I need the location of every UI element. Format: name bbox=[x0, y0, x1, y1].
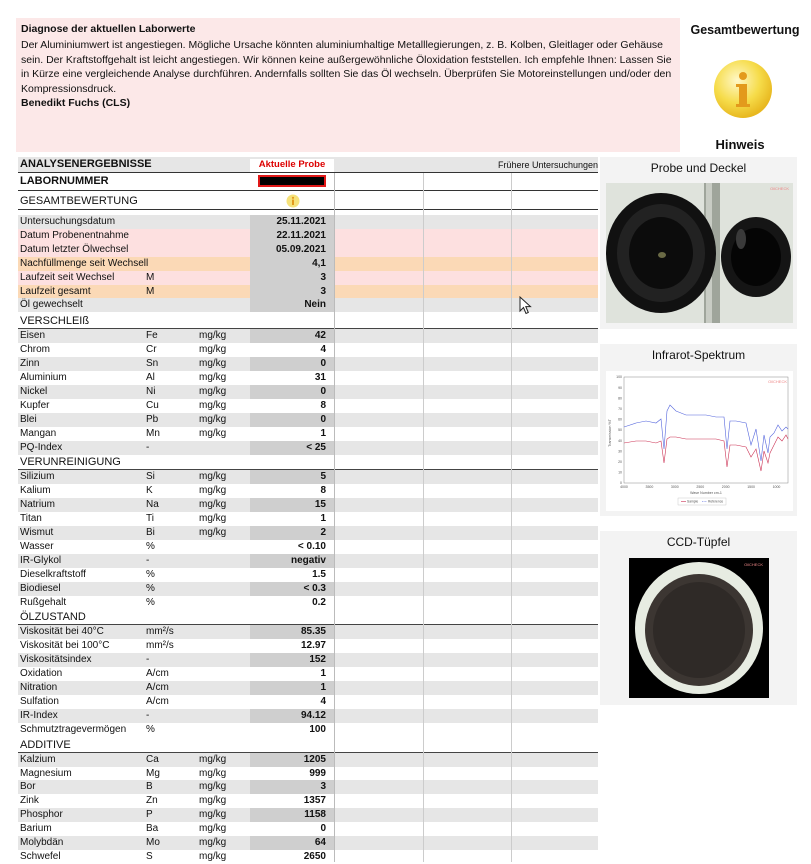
param-name: Zink bbox=[20, 795, 39, 807]
param-value: 8 bbox=[320, 399, 326, 411]
param-name: Nitration bbox=[20, 682, 58, 693]
param-symbol: - bbox=[146, 554, 150, 566]
x-tick-label: 3500 bbox=[645, 485, 654, 489]
param-value: 100 bbox=[309, 723, 326, 735]
param-value: 0 bbox=[250, 385, 334, 399]
param-symbol: B bbox=[146, 781, 153, 793]
param-symbol: Ca bbox=[146, 753, 159, 765]
param-value: 2650 bbox=[303, 850, 326, 862]
param-name: Viskosität bei 40°C bbox=[20, 626, 104, 638]
results-table bbox=[18, 157, 598, 862]
param-unit: mg/kg bbox=[199, 753, 227, 765]
param-symbol: l bbox=[146, 257, 149, 269]
param-name: IR-Glykol bbox=[20, 554, 62, 566]
param-symbol: % bbox=[146, 568, 155, 580]
param-value: 1 bbox=[320, 513, 326, 525]
mouse-cursor-icon bbox=[519, 296, 533, 316]
param-name: Zinn bbox=[20, 358, 40, 370]
param-name: Phosphor bbox=[20, 809, 63, 821]
param-value: negativ bbox=[250, 554, 334, 568]
param-value: 1205 bbox=[250, 753, 334, 767]
param-symbol: % bbox=[146, 596, 155, 608]
param-symbol: A/cm bbox=[146, 668, 169, 680]
param-unit: mg/kg bbox=[199, 385, 227, 397]
param-name: Viskosität bei 100°C bbox=[20, 640, 110, 652]
previous-tests-heading: Frühere Untersuchungen bbox=[336, 160, 598, 170]
param-name: Sulfation bbox=[20, 695, 59, 707]
legend-sample: Sample bbox=[687, 499, 699, 504]
param-name: Bor bbox=[20, 781, 36, 793]
param-value: 8 bbox=[320, 485, 326, 497]
param-name: Kalium bbox=[20, 485, 51, 497]
param-name: Silizium bbox=[20, 471, 55, 483]
param-symbol: Pb bbox=[146, 413, 159, 425]
x-tick-label: 3000 bbox=[670, 485, 679, 489]
param-name: Chrom bbox=[20, 344, 51, 356]
column-divider bbox=[334, 173, 335, 862]
param-value: < 0.10 bbox=[297, 540, 326, 552]
ccd-spot-image bbox=[629, 558, 769, 698]
param-name: Wasser bbox=[20, 540, 54, 552]
param-value: 4 bbox=[320, 344, 326, 356]
param-name: Oxidation bbox=[20, 668, 63, 680]
param-value: < 25 bbox=[250, 441, 334, 455]
param-name: Schmutztragevermögen bbox=[20, 723, 127, 735]
param-value: 42 bbox=[250, 329, 334, 343]
param-name: Datum Probenentnahme bbox=[20, 229, 129, 241]
param-name: Viskositätsindex bbox=[20, 654, 92, 666]
param-name: Titan bbox=[20, 513, 42, 525]
param-value: 2 bbox=[250, 526, 334, 540]
param-value: 1.5 bbox=[312, 568, 326, 580]
param-value: 999 bbox=[309, 767, 326, 779]
section-title: VERUNREINIGUNG bbox=[20, 456, 121, 469]
infrared-ylabel: Transmission %T bbox=[608, 419, 612, 447]
param-symbol: Fe bbox=[146, 330, 158, 342]
y-tick-label: 0 bbox=[620, 481, 622, 486]
param-value: 3 bbox=[250, 285, 334, 299]
overall-rating-label: Hinweis bbox=[715, 137, 765, 152]
param-unit: mg/kg bbox=[199, 399, 227, 411]
param-name: Magnesium bbox=[20, 767, 72, 779]
param-unit: mg/kg bbox=[199, 372, 227, 383]
param-symbol: K bbox=[146, 485, 153, 497]
param-symbol: % bbox=[146, 723, 155, 735]
param-name: Eisen bbox=[20, 330, 46, 342]
param-symbol: % bbox=[146, 582, 155, 594]
param-symbol: Mn bbox=[146, 427, 160, 439]
param-name: Barium bbox=[20, 823, 52, 835]
overall-rating-title: Gesamtbewertung bbox=[690, 23, 800, 37]
param-value: 152 bbox=[250, 653, 334, 667]
param-unit: mg/kg bbox=[199, 823, 227, 835]
param-name: Laufzeit seit Wechsel bbox=[20, 271, 115, 283]
param-unit: mg/kg bbox=[199, 413, 227, 425]
rating-label: GESAMTBEWERTUNG bbox=[20, 195, 138, 207]
x-tick-label: 4000 bbox=[620, 485, 628, 489]
results-heading: ANALYSENERGEBNISSE bbox=[20, 158, 152, 170]
param-symbol: Ni bbox=[146, 385, 156, 397]
column-divider bbox=[511, 173, 512, 862]
sample-panel bbox=[600, 157, 797, 329]
param-symbol: Mg bbox=[146, 767, 160, 779]
param-symbol: Bi bbox=[146, 527, 155, 538]
param-unit: mg/kg bbox=[199, 499, 227, 511]
param-unit: mg/kg bbox=[199, 427, 227, 439]
param-name: Kalzium bbox=[20, 753, 56, 765]
param-value: 15 bbox=[250, 498, 334, 512]
diagnosis-text: Der Aluminiumwert ist angestiegen. Mögliche Ursache könnten aluminiumhaltige Metalllegierungen, z. B. Kolben, Gleitlager oder Gehäuse sein. Der Kraftstoffgehalt ist leicht angestiegen. Wir können keine außergewöhnliche Öloxidation feststellen. Ich empfehle Ihnen: Lassen Sie in Kürze eine vergleichende Analyse durchführen. Andernfalls sollten Sie das Öl wechseln. Überprüfen Sie Motoreinstellungen und/oder den Kompressionsdruck. bbox=[21, 39, 672, 95]
param-value: 94.12 bbox=[250, 709, 334, 723]
param-symbol: M bbox=[146, 271, 155, 283]
param-name: IR-Index bbox=[20, 709, 58, 721]
param-value: 5 bbox=[250, 470, 334, 484]
y-tick-label: 20 bbox=[618, 460, 622, 464]
param-name: Schwefel bbox=[20, 850, 61, 862]
param-unit: mg/kg bbox=[199, 795, 227, 807]
section-title: ÖLZUSTAND bbox=[20, 611, 86, 624]
param-symbol: S bbox=[146, 850, 153, 862]
reference-line bbox=[624, 405, 788, 461]
param-value: 0 bbox=[250, 413, 334, 427]
param-name: Biodiesel bbox=[20, 582, 61, 594]
param-value: 0 bbox=[320, 823, 326, 835]
param-symbol: Zn bbox=[146, 795, 158, 807]
param-symbol: - bbox=[146, 441, 150, 453]
param-unit: mg/kg bbox=[199, 358, 227, 370]
x-tick-label: 2500 bbox=[696, 485, 705, 489]
param-name: PQ-Index bbox=[20, 441, 63, 453]
param-symbol: Cr bbox=[146, 344, 157, 356]
param-value: 4 bbox=[320, 695, 326, 707]
param-unit: mg/kg bbox=[199, 527, 227, 538]
param-symbol: M bbox=[146, 285, 155, 297]
diagnosis-box bbox=[16, 18, 680, 152]
param-unit: mg/kg bbox=[199, 330, 227, 342]
param-unit: mg/kg bbox=[199, 471, 227, 483]
param-unit: mg/kg bbox=[199, 767, 227, 779]
param-value: 64 bbox=[250, 836, 334, 850]
rating-info-icon bbox=[286, 194, 300, 208]
sample-photo bbox=[606, 183, 793, 323]
legend-reference: Reference bbox=[708, 499, 724, 504]
param-symbol: Mo bbox=[146, 837, 160, 848]
param-name: Öl gewechselt bbox=[20, 299, 83, 311]
ccd-watermark: OilCHECK bbox=[744, 562, 763, 567]
param-name: Molybdän bbox=[20, 837, 64, 848]
param-name: Nachfüllmenge seit Wechsel bbox=[20, 257, 146, 269]
results-header-row bbox=[18, 157, 598, 172]
y-tick-label: 80 bbox=[618, 396, 622, 401]
y-tick-label: 60 bbox=[618, 417, 622, 422]
param-unit: mg/kg bbox=[199, 850, 227, 862]
param-name: Datum letzter Ölwechsel bbox=[20, 243, 129, 255]
current-sample-heading: Aktuelle Probe bbox=[250, 159, 334, 172]
param-symbol: - bbox=[146, 654, 150, 666]
y-tick-label: 40 bbox=[618, 438, 622, 443]
infrared-panel-title: Infrarot-Spektrum bbox=[651, 348, 746, 362]
param-symbol: Cu bbox=[146, 399, 159, 411]
param-value: 05.09.2021 bbox=[250, 243, 334, 257]
param-value: 1158 bbox=[250, 808, 334, 822]
sample-watermark: OilCHECK bbox=[770, 186, 789, 191]
infrared-legend bbox=[678, 498, 726, 505]
param-unit: mg/kg bbox=[199, 837, 227, 848]
param-value: 3 bbox=[250, 271, 334, 285]
param-value: 85.35 bbox=[250, 625, 334, 639]
param-value: 1 bbox=[320, 427, 326, 439]
param-name: Mangan bbox=[20, 427, 57, 439]
x-tick-label: 2000 bbox=[721, 485, 730, 489]
infrared-watermark: OilCHECK bbox=[768, 379, 787, 384]
y-tick-label: 100 bbox=[616, 375, 622, 380]
param-unit: mg/kg bbox=[199, 513, 227, 525]
param-symbol: % bbox=[146, 540, 155, 552]
param-symbol: - bbox=[146, 709, 150, 721]
param-symbol: Sn bbox=[146, 358, 159, 370]
param-name: Natrium bbox=[20, 499, 56, 511]
y-tick-label: 90 bbox=[618, 385, 622, 390]
y-tick-label: 70 bbox=[618, 407, 622, 411]
param-value: Nein bbox=[250, 298, 334, 312]
param-value: 12.97 bbox=[300, 640, 326, 652]
param-name: Untersuchungsdatum bbox=[20, 216, 116, 227]
x-tick-label: 1000 bbox=[772, 485, 781, 489]
param-symbol: mm²/s bbox=[146, 626, 174, 638]
param-symbol: A/cm bbox=[146, 682, 169, 693]
lab-number-label: LABORNUMMER bbox=[20, 175, 109, 187]
ccd-panel-title: CCD-Tüpfel bbox=[666, 535, 731, 549]
param-name: Kupfer bbox=[20, 399, 50, 411]
param-name: Nickel bbox=[20, 385, 48, 397]
param-value: 1357 bbox=[303, 795, 326, 807]
param-value: 0 bbox=[250, 357, 334, 371]
infrared-spectrum-plot bbox=[606, 371, 793, 511]
x-tick-label: 1500 bbox=[747, 485, 755, 489]
param-value: 0.2 bbox=[312, 596, 326, 608]
param-value: 3 bbox=[250, 780, 334, 794]
param-name: Wismut bbox=[20, 527, 54, 538]
param-symbol: Si bbox=[146, 471, 155, 483]
param-symbol: P bbox=[146, 809, 153, 821]
diagnosis-title: Diagnose der aktuellen Laborwerte bbox=[21, 23, 196, 35]
param-symbol: Na bbox=[146, 499, 159, 511]
param-value: 25.11.2021 bbox=[250, 215, 334, 229]
param-unit: mg/kg bbox=[199, 485, 227, 497]
lab-number-redacted bbox=[258, 175, 326, 187]
y-tick-label: 10 bbox=[618, 470, 622, 475]
param-value: 1 bbox=[250, 681, 334, 695]
param-symbol: Al bbox=[146, 372, 155, 383]
diagnosis-signature: Benedikt Fuchs (CLS) bbox=[21, 97, 131, 109]
info-icon bbox=[712, 58, 774, 120]
param-symbol: A/cm bbox=[146, 695, 169, 707]
infrared-chart bbox=[606, 371, 793, 511]
infrared-panel bbox=[600, 344, 797, 516]
section-title: ADDITIVE bbox=[20, 738, 71, 751]
ccd-panel bbox=[600, 531, 797, 705]
y-tick-label: 30 bbox=[618, 449, 622, 454]
param-value: 1 bbox=[320, 668, 326, 680]
param-symbol: mm²/s bbox=[146, 640, 174, 652]
param-symbol: Ti bbox=[146, 513, 154, 525]
param-value: < 0.3 bbox=[250, 582, 334, 596]
param-value: 4,1 bbox=[250, 257, 334, 271]
column-divider bbox=[423, 173, 424, 862]
section-title: VERSCHLEIß bbox=[20, 315, 90, 328]
infrared-xlabel: Wave Number cm-1 bbox=[690, 491, 722, 495]
param-name: Blei bbox=[20, 413, 37, 425]
param-symbol: Ba bbox=[146, 823, 159, 835]
param-unit: mg/kg bbox=[199, 781, 227, 793]
param-name: Laufzeit gesamt bbox=[20, 285, 91, 297]
param-name: Dieselkraftstoff bbox=[20, 568, 86, 580]
param-value: 22.11.2021 bbox=[250, 229, 334, 243]
param-name: Aluminium bbox=[20, 372, 67, 383]
param-value: 31 bbox=[314, 372, 326, 383]
param-name: Rußgehalt bbox=[20, 596, 67, 608]
y-tick-label: 50 bbox=[618, 428, 622, 433]
param-unit: mg/kg bbox=[199, 344, 227, 356]
sample-panel-title: Probe und Deckel bbox=[650, 161, 747, 175]
param-unit: mg/kg bbox=[199, 809, 227, 821]
